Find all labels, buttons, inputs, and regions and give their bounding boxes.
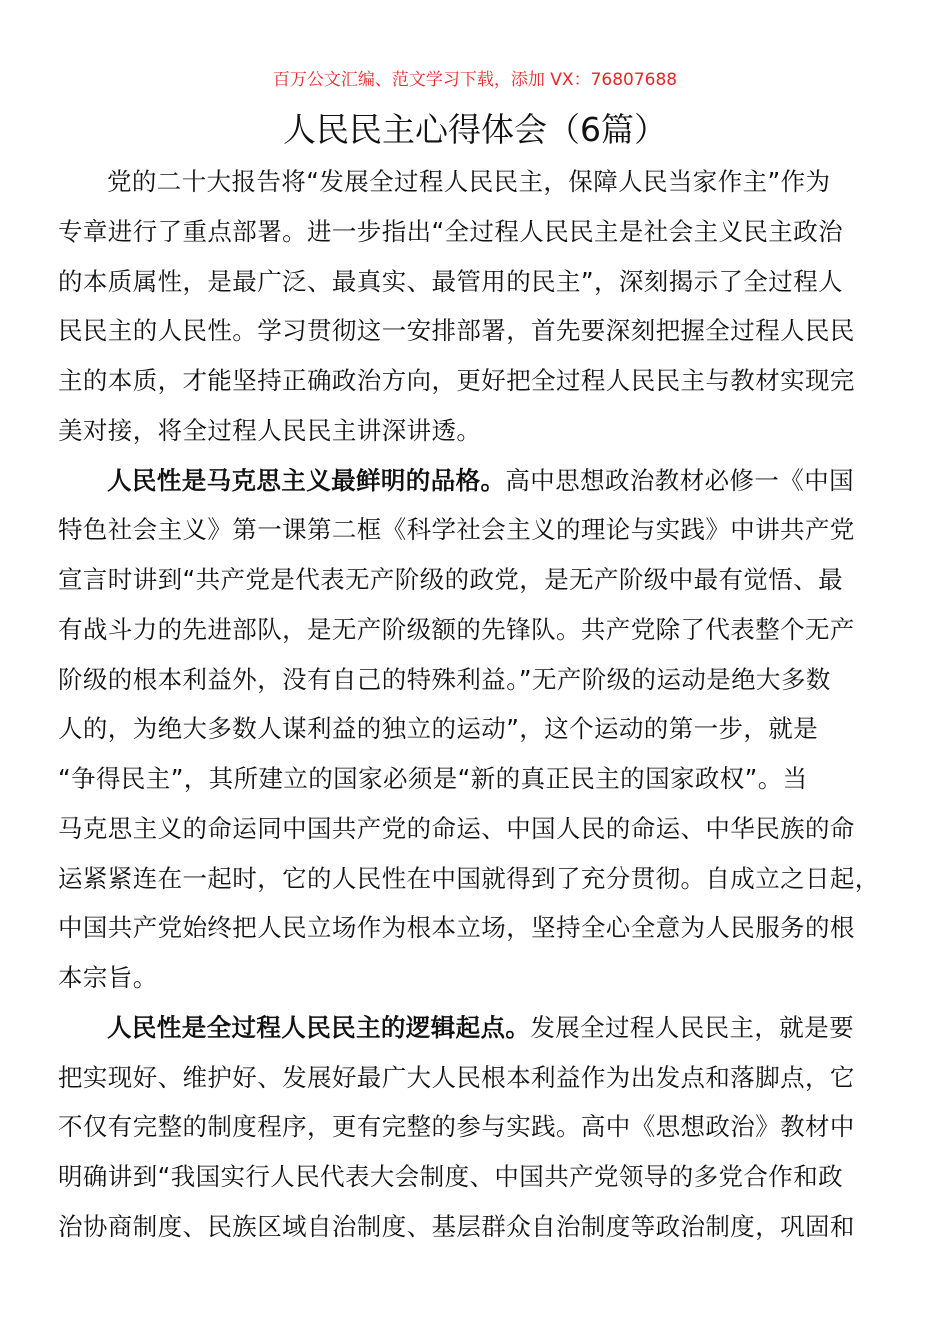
- text-line: [58, 257, 880, 307]
- line-text: 有战斗力的先进部队，是无产阶级额的先锋队。共产党除了代表整个无产: [58, 614, 855, 644]
- paragraph-heading: 人民性是马克思主义最鲜明的品格。: [107, 465, 506, 495]
- text-line: [58, 456, 880, 506]
- line-text: 特色社会主义》第一课第二框《科学社会主义的理论与实践》中讲共产党: [58, 515, 855, 545]
- line-text: 党的二十大报告将“发展全过程人民民主，保障人民当家作主”作为: [107, 167, 831, 196]
- line-text: 民民主的人民性。学习贯彻这一安排部署，首先要深刻把握全过程人民民: [58, 316, 855, 346]
- document-body: [58, 157, 880, 1252]
- text-line: [58, 356, 880, 406]
- text-line: [58, 854, 880, 904]
- document-title: 人民民主心得体会（6篇）: [283, 110, 667, 149]
- paragraph-heading: 人民性是全过程人民民主的逻辑起点。: [107, 1012, 531, 1042]
- text-line: [58, 1053, 880, 1103]
- line-text: 明确讲到“我国实行人民代表大会制度、中国共产党领导的多党合作和政: [58, 1162, 843, 1191]
- text-line: [58, 306, 880, 356]
- text-line: [58, 406, 880, 456]
- line-text: 发展全过程人民民主，就是要: [530, 1012, 855, 1042]
- line-text: 高中思想政治教材必修一《中国: [505, 465, 855, 495]
- text-line: [58, 1003, 880, 1053]
- text-line: [58, 505, 880, 555]
- text-line: [58, 207, 880, 257]
- text-line: [58, 754, 880, 804]
- line-text: 人的，为绝大多数人谋利益的独立的运动”，这个运动的第一步，就是: [58, 714, 819, 744]
- line-text: 运紧紧连在一起时，它的人民性在中国就得到了充分贯彻。自成立之日起，: [58, 863, 880, 893]
- line-text: 的本质属性，是最广泛、最真实、最管用的民主”，深刻揭示了全过程人: [58, 266, 843, 296]
- line-text: 阶级的根本利益外，没有自己的特殊利益。”无产阶级的运动是绝大多数: [58, 664, 831, 694]
- line-text: “争得民主”，其所建立的国家必须是“新的真正民主的国家政权”。当: [58, 764, 808, 793]
- text-line: [58, 903, 880, 953]
- text-line: [58, 804, 880, 854]
- line-text: 主的本质，才能坚持正确政治方向，更好把全过程人民民主与教材实现完: [58, 366, 855, 395]
- line-text: 治协商制度、民族区域自治制度、基层群众自治制度等政治制度，巩固和: [58, 1211, 855, 1241]
- text-line: [58, 1202, 880, 1252]
- text-line: [58, 1152, 880, 1202]
- text-line: [58, 1102, 880, 1152]
- text-line: [58, 655, 880, 705]
- line-text: 不仅有完整的制度程序，更有完整的参与实践。高中《思想政治》教材中: [58, 1112, 855, 1142]
- text-line: [58, 704, 880, 754]
- watermark-banner: 百万公文汇编、范文学习下载，添加 VX：76807688: [272, 70, 678, 90]
- text-line: [58, 157, 880, 207]
- line-text: 马克思主义的命运同中国共产党的命运、中国人民的命运、中华民族的命: [58, 813, 855, 843]
- line-text: 专章进行了重点部署。进一步指出“全过程人民民主是社会主义民主政治: [58, 216, 843, 246]
- line-text: 美对接，将全过程人民民主讲深讲透。: [58, 415, 482, 445]
- line-text: 把实现好、维护好、发展好最广大人民根本利益作为出发点和落脚点，它: [58, 1062, 855, 1092]
- line-text: 宣言时讲到“共产党是代表无产阶级的政党，是无产阶级中最有觉悟、最: [58, 565, 843, 594]
- text-line: [58, 953, 880, 1003]
- line-text: 中国共产党始终把人民立场作为根本立场，坚持全心全意为人民服务的根: [58, 913, 855, 943]
- text-line: [58, 605, 880, 655]
- text-line: [58, 555, 880, 605]
- line-text: 本宗旨。: [58, 963, 158, 992]
